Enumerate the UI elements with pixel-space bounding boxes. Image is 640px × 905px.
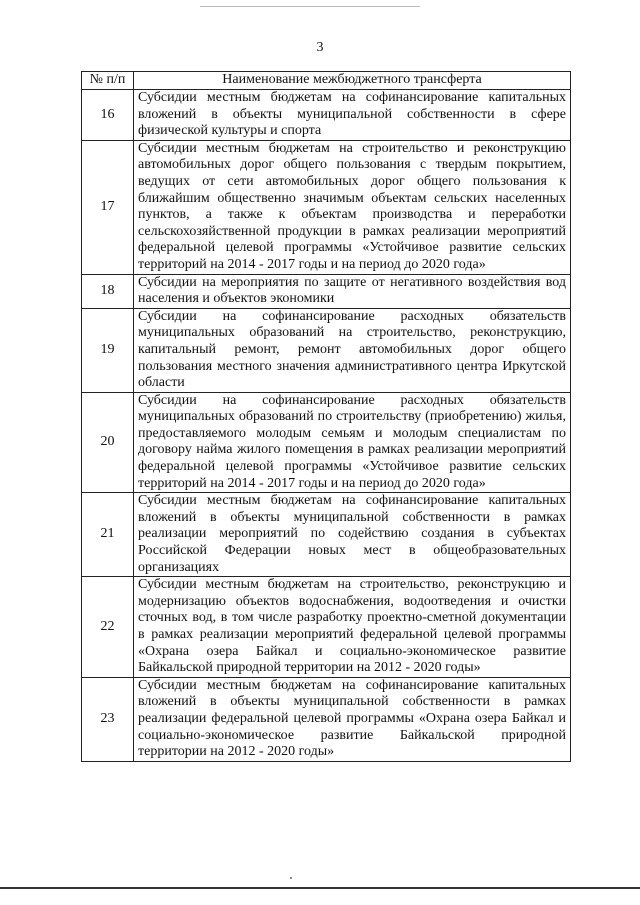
- table-header-row: [82, 72, 571, 90]
- table-row: [82, 493, 571, 577]
- row-number: 18: [82, 274, 134, 308]
- table-row: [82, 308, 571, 392]
- row-transfer-name: Субсидии местным бюджетам на строительство и реконструкцию автомобильных дорог общего пользования с твердым покрытием, ведущих от сети автомобильных дорог общего пользования к ближайшим общественно значимым объектам сельских населенных пунктов, а также к объектам производства и переработки сельскохозяйственной продукции в рамках реализации мероприятий федеральной целевой программы «Устойчивое развитие сельских территорий на 2014 - 2017 годы и на период до 2020 года»: [134, 140, 571, 274]
- scan-speck: [290, 877, 292, 879]
- row-number: 17: [82, 140, 134, 274]
- row-transfer-name: Субсидии на софинансирование расходных обязательств муниципальных образований по строительству (приобретению) жилья, предоставляемого молодым семьям и молодым специалистам по договору найма жилого помещения в рамках реализации мероприятий федеральной целевой программы «Устойчивое развитие сельских территорий на 2014 - 2017 годы и на период до 2020 года»: [134, 392, 571, 493]
- row-number: 21: [82, 493, 134, 577]
- row-number: 23: [82, 677, 134, 761]
- table-row: [82, 392, 571, 493]
- row-number: 22: [82, 577, 134, 678]
- table-row: [82, 140, 571, 274]
- table-row: [82, 677, 571, 761]
- row-transfer-name: Субсидии на мероприятия по защите от негативного воздействия вод населения и объектов экономики: [134, 274, 571, 308]
- row-number: 20: [82, 392, 134, 493]
- row-number: 19: [82, 308, 134, 392]
- row-transfer-name: Субсидии местным бюджетам на софинансирование капитальных вложений в объекты муниципальной собственности в рамках реализации федеральной целевой программы «Охрана озера Байкал и социально-экономическое развитие Байкальской природной территории на 2012 - 2020 годы»: [134, 677, 571, 761]
- top-divider: [200, 6, 420, 7]
- transfers-table: [81, 71, 571, 762]
- row-transfer-name: Субсидии местным бюджетам на строительство, реконструкцию и модернизацию объектов водоснабжения, водоотведения и очистки сточных вод, в том числе разработку проектно-сметной документации в рамках реализации мероприятий федеральной целевой программы «Охрана озера Байкал и социально-экономическое развитие Байкальской природной территории на 2012 - 2020 годы»: [134, 577, 571, 678]
- row-transfer-name: Субсидии на софинансирование расходных обязательств муниципальных образований на строительство, реконструкцию, капитальный ремонт, ремонт автомобильных дорог общего пользования местного значения административного центра Иркутской области: [134, 308, 571, 392]
- row-transfer-name: Субсидии местным бюджетам на софинансирование капитальных вложений в объекты муниципальной собственности в рамках реализации мероприятий по содействию создания в субъектах Российской Федерации новых мест в общеобразовательных организациях: [134, 493, 571, 577]
- row-number: 16: [82, 90, 134, 141]
- table-row: [82, 274, 571, 308]
- row-transfer-name: Субсидии местным бюджетам на софинансирование капитальных вложений в объекты муниципальной собственности в сфере физической культуры и спорта: [134, 90, 571, 141]
- table-row: [82, 577, 571, 678]
- header-name: Наименование межбюджетного трансферта: [134, 72, 571, 90]
- bottom-divider: [0, 887, 640, 889]
- page-number: 3: [316, 40, 324, 55]
- header-number: № п/п: [82, 72, 134, 90]
- table-row: [82, 90, 571, 141]
